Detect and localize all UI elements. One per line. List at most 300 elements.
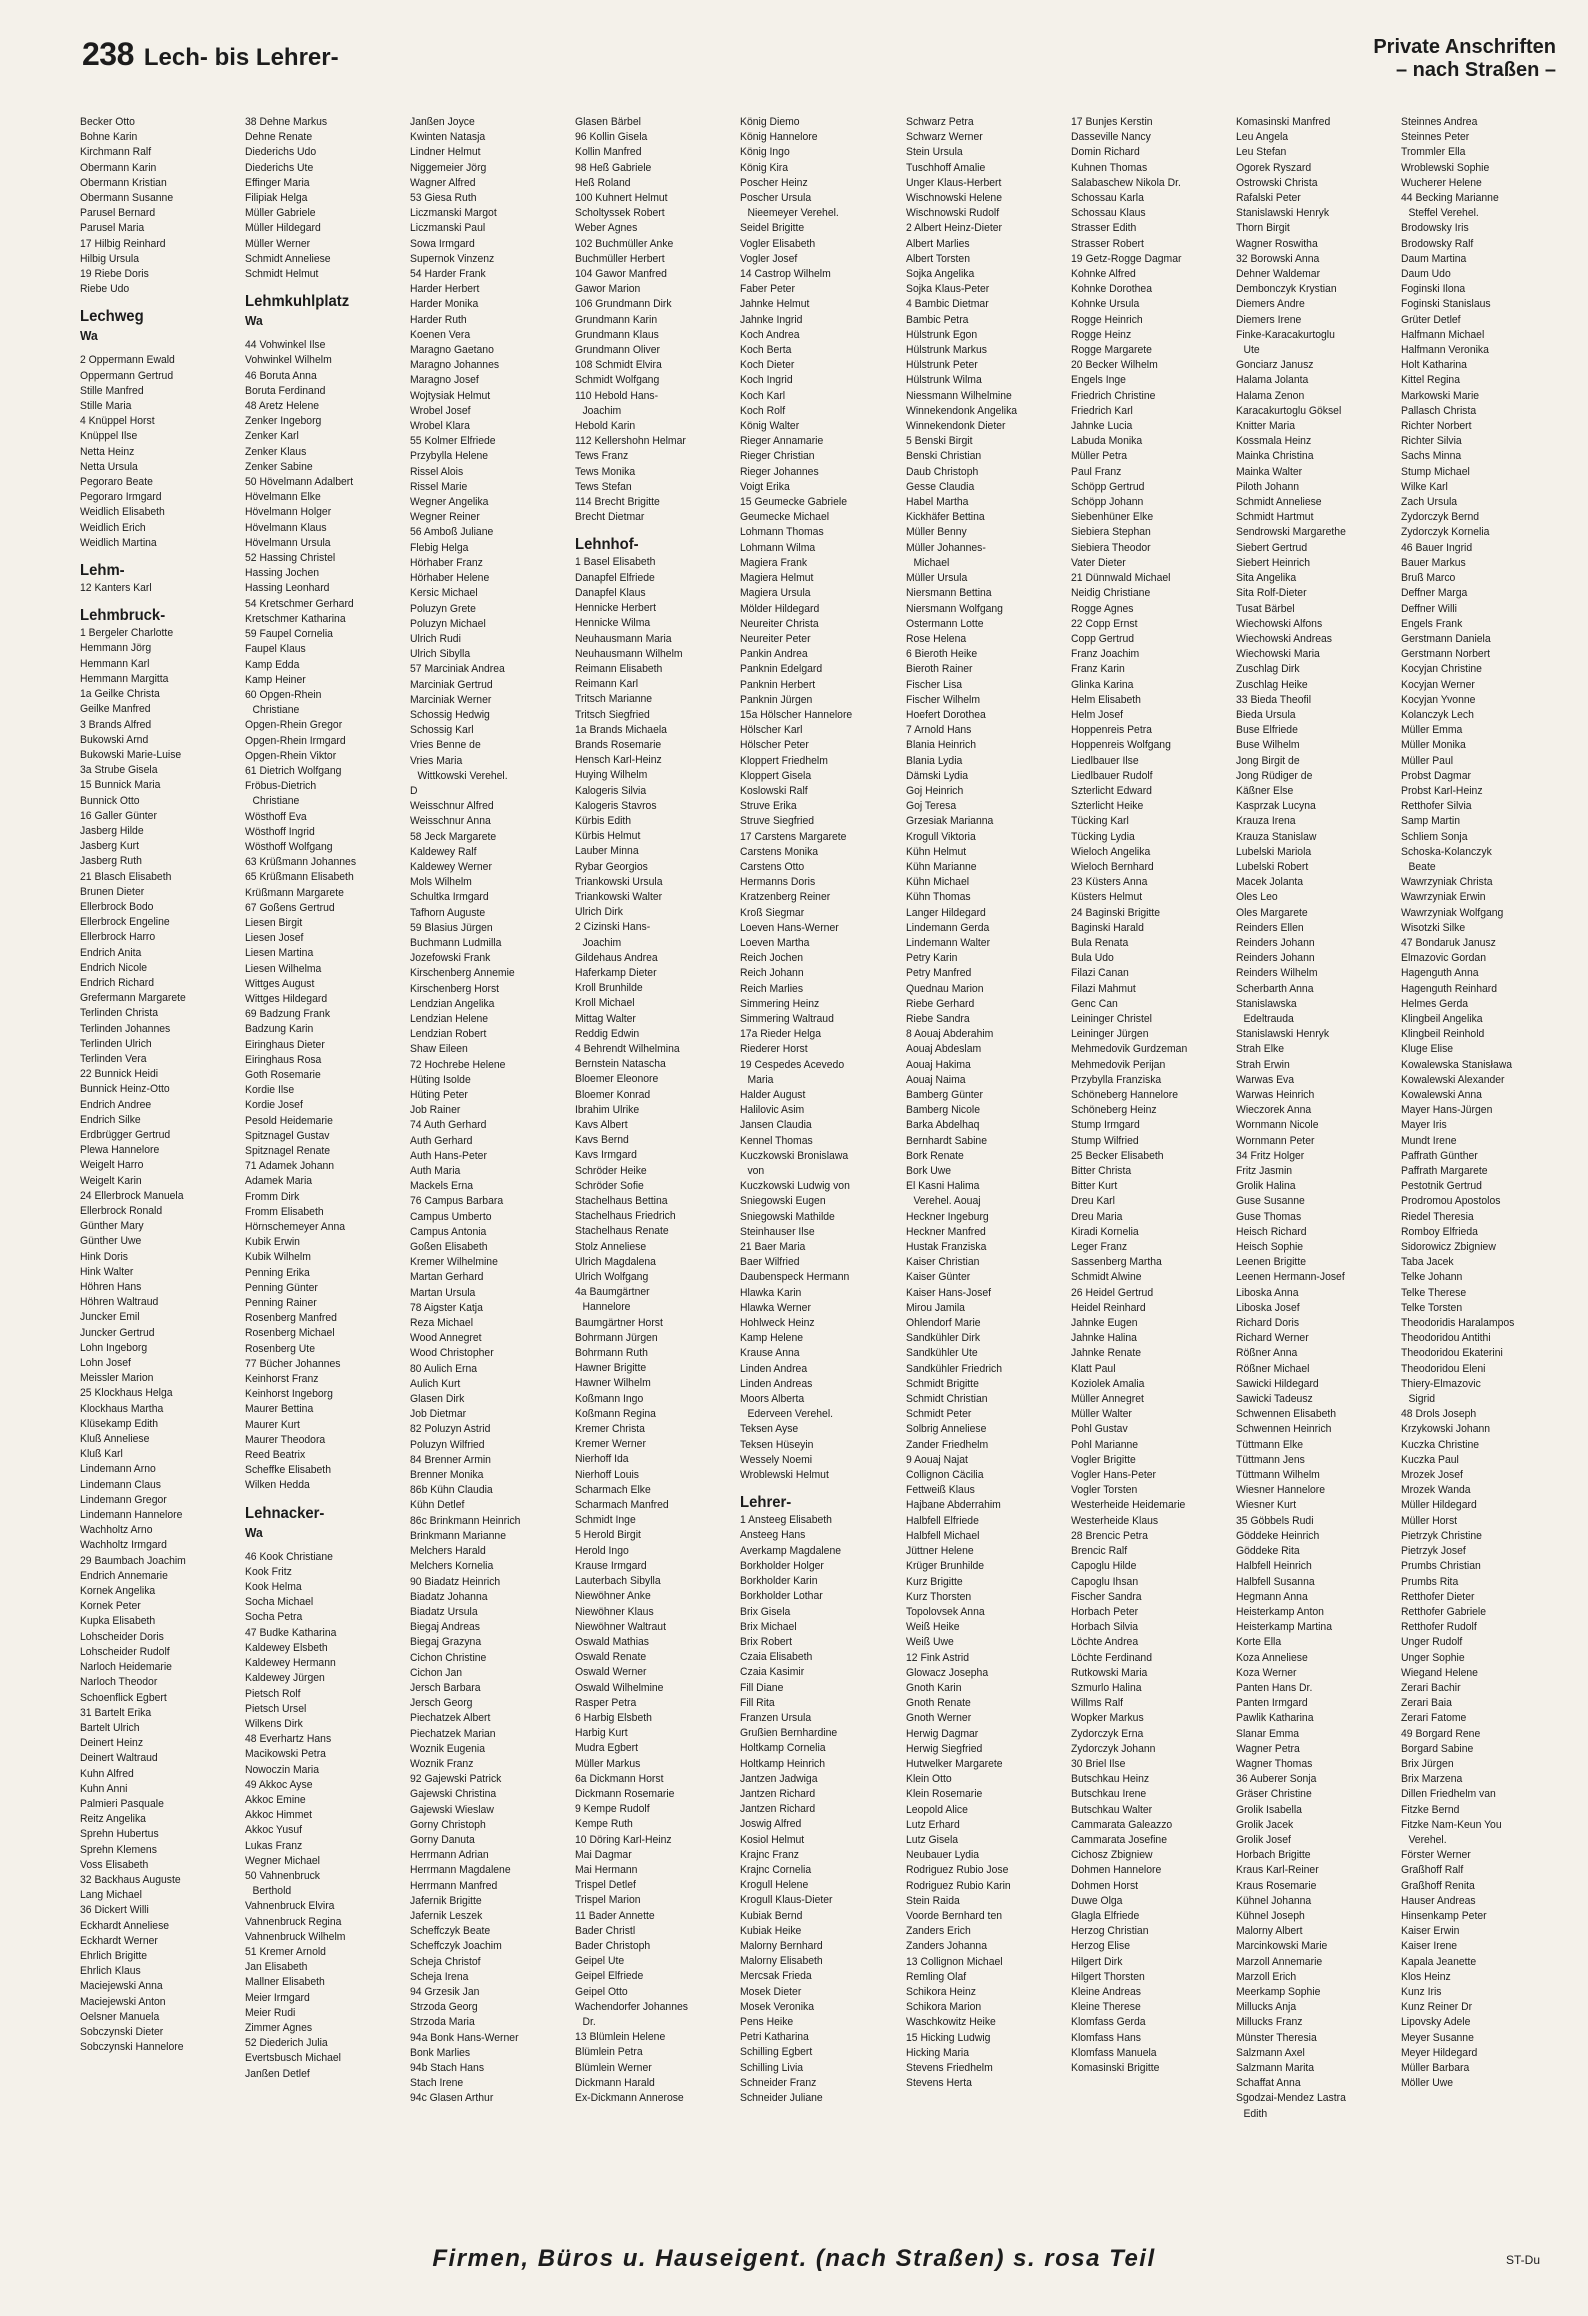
resident-entry: Kühnel Johanna: [1235, 1894, 1311, 1907]
resident-entry: Lindner Helmut: [410, 146, 481, 159]
resident-entry: 6a Dickmann Horst: [575, 1772, 664, 1785]
resident-entry: Struve Siegfried: [740, 815, 815, 828]
street-heading: Lehmkuhlplatz: [245, 293, 350, 311]
resident-entry: 2 Albert Heinz-Dieter: [905, 222, 1002, 235]
resident-entry: Kordie Ilse: [245, 1084, 295, 1097]
resident-entry: Tüttmann Elke: [1235, 1438, 1303, 1451]
resident-entry: Kersic Michael: [410, 587, 478, 600]
resident-entry: Endrich Andree: [80, 1098, 152, 1111]
resident-entry: Kürbis Edith: [575, 814, 632, 827]
resident-entry: Liesen Josef: [245, 932, 304, 945]
resident-entry: Huying Wilhelm: [575, 769, 648, 782]
resident-entry: Kamp Edda: [245, 658, 300, 671]
resident-entry: Retthofer Rudolf: [1400, 1621, 1477, 1634]
resident-entry: Rieger Annamarie: [740, 435, 824, 448]
resident-entry: Petri Katharina: [740, 2031, 810, 2044]
resident-entry: Heidel Reinhard: [1070, 1301, 1146, 1314]
resident-entry: Benski Christian: [905, 450, 981, 463]
resident-entry: Weber Agnes: [575, 222, 638, 235]
resident-entry: Klein Rosemarie: [905, 1788, 982, 1801]
resident-entry: 17 Hilbig Reinhard: [80, 237, 166, 250]
resident-entry: Schwarz Petra: [905, 116, 974, 128]
resident-entry: Müller Johannes-: [905, 541, 986, 554]
resident-entry: Geipel Ute: [575, 1955, 625, 1968]
resident-entry: Kornek Peter: [80, 1600, 141, 1613]
resident-entry: Gajewski Christina: [410, 1788, 497, 1801]
resident-entry: Ostrowski Christa: [1235, 176, 1318, 189]
resident-entry: 110 Hebold Hans-: [575, 389, 659, 402]
resident-entry: Capoglu Ihsan: [1070, 1575, 1138, 1588]
resident-entry: Blania Heinrich: [905, 739, 976, 752]
resident-entry: 11 Bader Annette: [575, 1909, 655, 1922]
resident-entry: Parusel Bernard: [80, 207, 156, 220]
resident-entry: Oles Leo: [1235, 891, 1278, 904]
resident-entry: Goßen Elisabeth: [410, 1241, 488, 1254]
resident-entry: Maciejewski Anton: [80, 1995, 166, 2008]
resident-entry: Cammarata Josefine: [1070, 1833, 1167, 1846]
resident-entry: Schöpp Johann: [1070, 496, 1143, 509]
resident-entry: Kolanczyk Lech: [1400, 708, 1474, 721]
resident-entry: Lindemann Arno: [80, 1463, 156, 1476]
resident-entry: Tüttmann Wilhelm: [1235, 1469, 1320, 1482]
resident-entry: Melchers Kornelia: [410, 1560, 494, 1573]
resident-entry: Bunnick Otto: [80, 794, 140, 807]
resident-entry: Voss Elisabeth: [80, 1858, 149, 1871]
resident-entry: Pietrzyk Josef: [1400, 1545, 1466, 1558]
resident-entry: Endrich Richard: [80, 976, 155, 989]
resident-entry: Dickmann Rosemarie: [575, 1787, 675, 1800]
resident-entry: Seidel Brigitte: [740, 222, 805, 235]
resident-entry: Hövelmann Klaus: [245, 521, 327, 534]
resident-entry: Scharmach Elke: [575, 1483, 652, 1496]
resident-entry: Zander Friedhelm: [905, 1438, 988, 1451]
resident-entry: Maragno Johannes: [410, 359, 500, 372]
resident-entry: Marciniak Gertrud: [410, 678, 493, 691]
resident-entry: Gerstmann Daniela: [1400, 632, 1491, 645]
directory-columns: [80, 115, 1558, 2233]
resident-entry: Salzmann Axel: [1235, 2046, 1305, 2059]
resident-entry: 86c Brinkmann Heinrich: [410, 1514, 521, 1527]
resident-entry: Niersmann Bettina: [905, 587, 992, 600]
resident-entry: Strzoda Georg: [410, 2001, 478, 2014]
resident-entry: Koenen Vera: [410, 328, 471, 341]
resident-entry: Blania Lydia: [905, 754, 962, 767]
resident-entry: Ulrich Wolfgang: [575, 1271, 649, 1284]
resident-entry: Kornek Angelika: [80, 1585, 156, 1598]
resident-entry: Fitzke Bernd: [1400, 1803, 1460, 1816]
resident-entry: Tuschhoff Amalie: [905, 161, 985, 174]
entry-continuation: Ute: [1243, 344, 1260, 357]
resident-entry: Sowa Irmgard: [410, 237, 475, 250]
resident-entry: Schliem Sonja: [1400, 830, 1468, 843]
resident-entry: 49 Borgard Rene: [1400, 1727, 1481, 1740]
resident-entry: Fischer Sandra: [1070, 1590, 1142, 1603]
resident-entry: Meyer Susanne: [1400, 2031, 1474, 2044]
resident-entry: Kirschenberg Horst: [410, 982, 500, 995]
resident-entry: Kleine Andreas: [1070, 1985, 1141, 1998]
resident-entry: Tusat Bärbel: [1235, 602, 1295, 615]
resident-entry: Poluzyn Wilfried: [410, 1438, 485, 1451]
resident-entry: Hörhaber Franz: [410, 556, 484, 569]
resident-entry: Wawrzyniak Christa: [1400, 876, 1493, 889]
resident-entry: Oswald Mathias: [575, 1635, 650, 1648]
resident-entry: 32 Borowski Anna: [1235, 252, 1320, 265]
resident-entry: Malorny Bernhard: [740, 1939, 824, 1952]
entry-continuation: Ederveen Verehel.: [747, 1408, 834, 1421]
resident-entry: Baginski Harald: [1070, 921, 1144, 934]
resident-entry: Mainka Christina: [1235, 450, 1314, 463]
resident-entry: Schmidt Helmut: [245, 268, 319, 281]
resident-entry: Unger Rudolf: [1400, 1636, 1463, 1649]
resident-entry: Schmidt Hartmut: [1235, 511, 1314, 524]
resident-entry: Kluge Elise: [1400, 1043, 1453, 1056]
resident-entry: Lipovsky Adele: [1400, 2016, 1471, 2029]
resident-entry: Piloth Johann: [1235, 480, 1299, 493]
resident-entry: Trispel Detlef: [575, 1879, 637, 1892]
resident-entry: Weidlich Erich: [80, 521, 146, 534]
resident-entry: Scheffczyk Beate: [410, 1925, 491, 1938]
entry-continuation: Nieemeyer Verehel.: [747, 207, 840, 220]
resident-entry: Ellerbrock Ronald: [80, 1205, 163, 1217]
resident-entry: Wilke Karl: [1400, 480, 1448, 493]
resident-entry: Kubik Erwin: [245, 1236, 301, 1249]
resident-entry: Fischer Wilhelm: [905, 693, 980, 706]
resident-entry: Akkoc Emine: [245, 1793, 306, 1806]
resident-entry: Niewöhner Klaus: [575, 1605, 654, 1618]
resident-entry: Zenker Ingeborg: [245, 415, 322, 428]
resident-entry: Oswald Werner: [575, 1666, 647, 1679]
resident-entry: Kloppert Friedhelm: [740, 754, 829, 767]
resident-entry: Halilovic Asim: [740, 1104, 805, 1117]
resident-entry: Mayer Hans-Jürgen: [1400, 1104, 1493, 1117]
resident-entry: Markowski Marie: [1400, 389, 1479, 402]
resident-entry: 94a Bonk Hans-Werner: [410, 2031, 519, 2044]
resident-entry: 10 Döring Karl-Heinz: [575, 1833, 672, 1846]
directory-column: [80, 115, 226, 2233]
resident-entry: Richter Silvia: [1400, 435, 1462, 448]
resident-entry: Helmes Gerda: [1400, 997, 1468, 1010]
resident-entry: 33 Bieda Theofil: [1235, 693, 1311, 706]
resident-entry: Brodowsky Ralf: [1400, 237, 1474, 250]
resident-entry: Magiera Helmut: [740, 572, 814, 585]
resident-entry: Herzog Elise: [1070, 1940, 1130, 1953]
resident-entry: Gerstmann Norbert: [1400, 648, 1490, 661]
resident-entry: Krüger Brunhilde: [905, 1560, 984, 1573]
entry-continuation: von: [747, 1165, 765, 1178]
resident-entry: Geumecke Michael: [740, 511, 830, 524]
resident-entry: Gildehaus Andrea: [575, 951, 659, 964]
resident-entry: Koßmann Regina: [575, 1407, 657, 1420]
resident-entry: Eiringhaus Dieter: [245, 1038, 325, 1051]
resident-entry: Komasinski Manfred: [1235, 116, 1331, 128]
page-header-left: [82, 36, 339, 73]
resident-entry: Biegaj Grazyna: [410, 1636, 482, 1649]
resident-entry: 102 Buchmüller Anke: [575, 237, 674, 250]
resident-entry: Koch Ingrid: [740, 374, 794, 387]
resident-entry: Glasen Dirk: [410, 1393, 465, 1406]
resident-entry: 19 Riebe Doris: [80, 268, 149, 281]
resident-entry: Krause Irmgard: [575, 1559, 648, 1572]
resident-entry: Lutz Gisela: [905, 1833, 958, 1846]
resident-entry: Melchers Harald: [410, 1545, 486, 1558]
resident-entry: Stachelhaus Friedrich: [575, 1210, 676, 1223]
resident-entry: Krogull Klaus-Dieter: [740, 1894, 833, 1907]
resident-entry: Blümlein Werner: [575, 2061, 653, 2074]
resident-entry: Deffner Marga: [1400, 587, 1468, 600]
resident-entry: Kaldewey Ralf: [410, 845, 477, 858]
resident-entry: Kowalewska Stanisława: [1400, 1058, 1512, 1071]
resident-entry: Leininger Christel: [1070, 1012, 1152, 1025]
resident-entry: Sojka Angelika: [905, 268, 974, 281]
resident-entry: Habel Martha: [905, 496, 969, 509]
resident-entry: Zydorczyk Erna: [1070, 1727, 1143, 1740]
resident-entry: Wornmann Peter: [1235, 1134, 1315, 1147]
resident-entry: Weidlich Elisabeth: [80, 506, 165, 519]
resident-entry: Sachs Minna: [1400, 450, 1462, 463]
resident-entry: Czaia Kasimir: [740, 1666, 805, 1679]
resident-entry: Akkoc Yusuf: [245, 1824, 303, 1837]
resident-entry: Vahnenbruck Wilhelm: [245, 1930, 346, 1943]
resident-entry: Klüsekamp Edith: [80, 1417, 159, 1430]
resident-entry: 29 Baumbach Joachim: [80, 1554, 186, 1567]
resident-entry: Müller Hildegard: [1400, 1499, 1477, 1512]
resident-entry: Keinhorst Ingeborg: [245, 1388, 334, 1401]
resident-entry: Kühn Marianne: [905, 860, 977, 873]
resident-entry: Mackels Erna: [410, 1180, 474, 1193]
resident-entry: Kocyjan Yvonne: [1400, 693, 1476, 706]
resident-entry: Tücking Lydia: [1070, 830, 1135, 843]
resident-entry: Brix Michael: [740, 1620, 798, 1633]
resident-entry: 19 Getz-Rogge Dagmar: [1070, 252, 1182, 265]
resident-entry: Grundmann Oliver: [575, 344, 661, 357]
directory-column: [740, 115, 886, 2233]
resident-entry: Tews Monika: [575, 465, 636, 478]
resident-entry: Hensch Karl-Heinz: [575, 754, 663, 767]
resident-entry: Pohl Marianne: [1070, 1438, 1138, 1451]
resident-entry: Zanders Johanna: [905, 1940, 987, 1953]
resident-entry: Jersch Barbara: [410, 1681, 481, 1694]
resident-entry: Heisch Richard: [1235, 1225, 1307, 1238]
resident-entry: Campus Umberto: [410, 1210, 492, 1223]
resident-entry: Hülstrunk Egon: [905, 328, 977, 341]
resident-entry: Zerari Baia: [1400, 1697, 1452, 1710]
resident-entry: Krüßmann Margarete: [245, 886, 344, 899]
resident-entry: Jafernik Leszek: [410, 1909, 483, 1922]
resident-entry: 60 Opgen-Rhein: [245, 688, 322, 701]
resident-entry: Petry Manfred: [905, 967, 971, 980]
resident-entry: Thorn Birgit: [1235, 222, 1290, 235]
resident-entry: Schoenflick Egbert: [80, 1691, 167, 1704]
resident-entry: Obermann Kristian: [80, 176, 167, 189]
resident-entry: Sniegowski Mathilde: [740, 1210, 836, 1223]
resident-entry: Maurer Theodora: [245, 1433, 326, 1446]
resident-entry: Scheffczyk Joachim: [410, 1940, 502, 1953]
resident-entry: 21 Baer Maria: [740, 1241, 806, 1254]
resident-entry: 78 Aigster Katja: [410, 1301, 484, 1314]
resident-entry: Pens Heike: [740, 2015, 794, 2028]
resident-entry: Brodowsky Iris: [1400, 222, 1469, 235]
resident-entry: Günther Mary: [80, 1220, 144, 1233]
resident-entry: Strasser Robert: [1070, 237, 1144, 250]
resident-entry: Kremer Werner: [575, 1438, 647, 1451]
resident-entry: Willms Ralf: [1070, 1697, 1123, 1710]
resident-entry: Loeven Martha: [740, 936, 810, 949]
resident-entry: Stump Michael: [1400, 465, 1470, 478]
resident-entry: 61 Dietrich Wolfgang: [245, 764, 342, 777]
resident-entry: Brands Rosemarie: [575, 738, 662, 751]
resident-entry: König Diemo: [740, 116, 801, 128]
resident-entry: Schwennen Heinrich: [1235, 1423, 1332, 1436]
resident-entry: Pietsch Rolf: [245, 1687, 301, 1700]
resident-entry: Franzen Ursula: [740, 1711, 812, 1724]
resident-entry: Wachholtz Arno: [80, 1524, 153, 1537]
resident-entry: Stach Irene: [410, 2077, 464, 2090]
resident-entry: Hinsenkamp Peter: [1400, 1909, 1487, 1922]
resident-entry: Hemmann Jörg: [80, 642, 152, 655]
resident-entry: Foginski Ilona: [1400, 283, 1466, 296]
resident-entry: Krzykowski Johann: [1400, 1423, 1490, 1436]
resident-entry: Jersch Georg: [410, 1697, 473, 1710]
resident-entry: Schmidt Inge: [575, 1514, 637, 1527]
resident-entry: Niewöhner Waltraut: [575, 1620, 667, 1633]
resident-entry: Marciniak Werner: [410, 693, 492, 706]
resident-entry: Marzoll Erich: [1235, 1970, 1296, 1983]
resident-entry: Theodoridou Antithi: [1400, 1332, 1491, 1345]
resident-entry: Dohmen Hannelore: [1070, 1864, 1161, 1877]
resident-entry: Krause Anna: [740, 1347, 801, 1360]
resident-entry: Strah Erwin: [1235, 1058, 1290, 1071]
resident-entry: Grüter Detlef: [1400, 313, 1461, 326]
resident-entry: Wischnowski Helene: [905, 192, 1002, 205]
resident-entry: Voorde Bernhard ten: [905, 1909, 1002, 1922]
resident-entry: Weidlich Martina: [80, 536, 157, 549]
resident-entry: Pegoraro Irmgard: [80, 491, 162, 504]
resident-entry: Dembonczyk Krystian: [1235, 283, 1337, 296]
resident-entry: Hermanns Doris: [740, 876, 816, 889]
resident-entry: Bambic Petra: [905, 313, 969, 326]
resident-entry: Nierhoff Ida: [575, 1453, 629, 1466]
resident-entry: 15a Hölscher Hannelore: [740, 708, 853, 721]
resident-entry: Herrmann Adrian: [410, 1849, 489, 1862]
resident-entry: Koch Andrea: [740, 328, 801, 341]
resident-entry: 51 Kremer Arnold: [245, 1945, 327, 1958]
resident-entry: Kittel Regina: [1400, 374, 1460, 387]
resident-entry: Carstens Monika: [740, 845, 819, 858]
resident-entry: Pestotnik Gertrud: [1400, 1180, 1482, 1193]
resident-entry: Kocyjan Christine: [1400, 663, 1482, 676]
resident-entry: Müller Monika: [1400, 739, 1466, 752]
resident-entry: 106 Grundmann Dirk: [575, 298, 672, 311]
resident-entry: Ex-Dickmann Annerose: [575, 2092, 685, 2104]
resident-entry: 94 Grzesik Jan: [410, 1985, 480, 1998]
resident-entry: 56 Amboß Juliane: [410, 526, 494, 539]
resident-entry: 25 Becker Elisabeth: [1070, 1149, 1164, 1162]
resident-entry: Genc Can: [1070, 997, 1118, 1010]
resident-entry: Kloppert Gisela: [740, 769, 812, 782]
resident-entry: Rößner Anna: [1235, 1347, 1298, 1360]
resident-entry: Scholtyssek Robert: [575, 207, 665, 220]
entry-continuation: Edith: [1243, 2107, 1267, 2120]
resident-entry: Riebe Gerhard: [905, 997, 974, 1010]
resident-entry: Pallasch Christa: [1400, 404, 1477, 417]
resident-entry: Szterlicht Edward: [1070, 784, 1152, 797]
resident-entry: Tews Franz: [575, 450, 629, 463]
resident-entry: Hink Walter: [80, 1265, 134, 1278]
resident-entry: Sendrowski Margarethe: [1235, 526, 1346, 539]
resident-entry: Lutz Erhard: [905, 1818, 960, 1831]
entry-continuation: Steffel Verehel.: [1408, 207, 1479, 220]
resident-entry: Kurz Thorsten: [905, 1590, 971, 1603]
resident-entry: Panten Hans Dr.: [1235, 1681, 1313, 1694]
resident-entry: 46 Boruta Anna: [245, 369, 317, 382]
resident-entry: Herzog Christian: [1070, 1925, 1149, 1938]
resident-entry: Klingbeil Reinhold: [1400, 1028, 1485, 1041]
resident-entry: 49 Akkoc Ayse: [245, 1778, 313, 1791]
resident-entry: Förster Werner: [1400, 1849, 1471, 1862]
resident-entry: Oswald Renate: [575, 1651, 647, 1664]
resident-entry: Jan Elisabeth: [245, 1961, 308, 1974]
resident-entry: Rogge Heinrich: [1070, 313, 1143, 326]
resident-entry: Kurz Brigitte: [905, 1575, 963, 1588]
resident-entry: 7 Arnold Hans: [905, 724, 971, 737]
resident-entry: Friedrich Christine: [1070, 389, 1156, 402]
resident-entry: Mai Hermann: [575, 1863, 638, 1876]
resident-entry: Richard Doris: [1235, 1317, 1299, 1330]
postal-area-code: Wa: [245, 313, 263, 329]
resident-entry: 44 Becking Marianne: [1400, 192, 1499, 205]
resident-entry: 32 Backhaus Auguste: [80, 1873, 181, 1886]
resident-entry: Langer Hildegard: [905, 906, 986, 919]
resident-entry: Wagner Roswitha: [1235, 237, 1318, 250]
resident-entry: Maciejewski Anna: [80, 1980, 163, 1993]
resident-entry: Halder August: [740, 1089, 806, 1101]
resident-entry: Paul Franz: [1070, 465, 1121, 478]
resident-entry: Hennicke Wilma: [575, 617, 651, 630]
resident-entry: 14 Castrop Wilhelm: [740, 268, 832, 281]
resident-entry: Aouaj Abdeslam: [905, 1043, 981, 1056]
resident-entry: Wösthoff Wolfgang: [245, 840, 333, 853]
footer-note: Firmen, Büros u. Hauseigent. (nach Straßen) s. rosa Teil: [432, 2245, 1156, 2272]
resident-entry: Marcinkowski Marie: [1235, 1940, 1328, 1953]
resident-entry: Höhren Hans: [80, 1281, 142, 1294]
resident-entry: Hörhaber Helene: [410, 572, 490, 585]
resident-entry: Borgard Sabine: [1400, 1742, 1474, 1755]
resident-entry: Käßner Else: [1235, 784, 1294, 797]
resident-entry: Stille Maria: [80, 400, 132, 413]
resident-entry: Terlinden Vera: [80, 1052, 147, 1065]
resident-entry: Holt Katharina: [1400, 359, 1467, 372]
resident-entry: 76 Campus Barbara: [410, 1195, 504, 1208]
resident-entry: Kempe Ruth: [575, 1818, 634, 1831]
resident-entry: 1 Basel Elisabeth: [575, 556, 656, 569]
resident-entry: Klockhaus Martha: [80, 1402, 164, 1415]
resident-entry: Glinka Karina: [1070, 678, 1134, 691]
resident-entry: Piechatzek Marian: [410, 1727, 496, 1740]
resident-entry: Bieda Ursula: [1235, 708, 1296, 721]
resident-entry: Ibrahim Ulrike: [575, 1103, 640, 1116]
directory-column: [906, 115, 1052, 2233]
resident-entry: Lohscheider Doris: [80, 1630, 164, 1643]
resident-entry: Jong Rüdiger de: [1235, 769, 1313, 782]
resident-entry: Helm Elisabeth: [1070, 693, 1141, 706]
resident-entry: Haferkamp Dieter: [575, 966, 657, 979]
resident-entry: Juncker Emil: [80, 1311, 140, 1324]
resident-entry: Strzoda Maria: [410, 2016, 475, 2029]
resident-entry: Grundmann Karin: [575, 313, 658, 326]
resident-entry: Herrmann Magdalene: [410, 1864, 511, 1877]
resident-entry: Paffrath Günther: [1400, 1149, 1478, 1162]
resident-entry: Schmidt Anneliese: [1235, 496, 1322, 509]
